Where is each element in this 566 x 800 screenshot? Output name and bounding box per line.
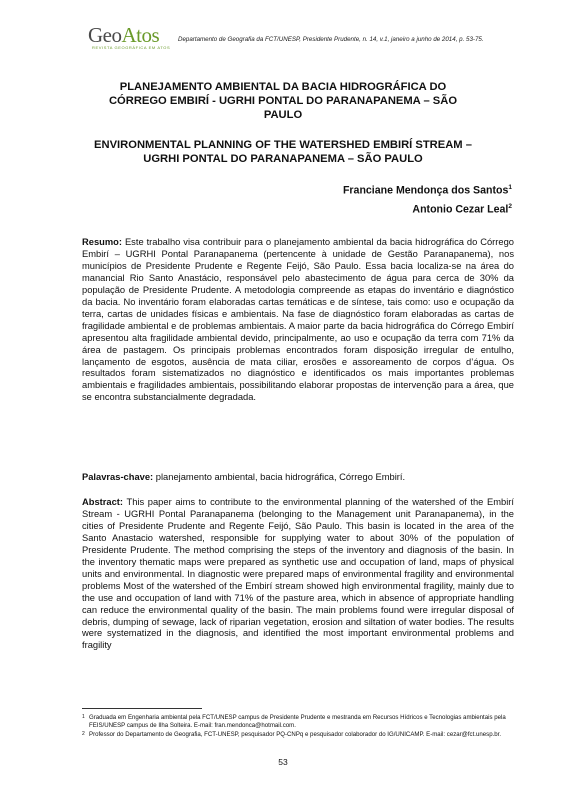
footnotes: [82, 714, 518, 739]
abstract-paragraph: [82, 497, 514, 652]
resumo-paragraph: [82, 237, 514, 404]
author-name: Franciane Mendonça dos Santos: [342, 184, 509, 197]
footnote-number: 1: [82, 714, 85, 720]
author-footnote-mark: 2: [508, 202, 512, 210]
keywords-paragraph: [82, 472, 514, 484]
logo-text-geo: Geo: [88, 23, 122, 47]
keywords-text: planejamento ambiental, bacia hidrográfica, Córrego Embirí.: [155, 472, 406, 482]
journal-citation: Departamento de Geografia da FCT/UNESP, Presidente Prudente, n. 14, v.1, janeiro a junho de 2014, p. 53-75.: [178, 36, 484, 43]
author-1: [343, 180, 512, 199]
page-number: 53: [278, 757, 288, 767]
footnote-1: [82, 714, 518, 731]
author-2: [343, 199, 512, 218]
author-list: [343, 180, 512, 217]
logo-subtitle: REVISTA GEOGRÁFICA EM ATOS: [92, 45, 171, 50]
title-portuguese: PLANEJAMENTO AMBIENTAL DA BACIA HIDROGRÁFICA DO CÓRREGO EMBIRÍ - UGRHI PONTAL DO PARANAPANEMA – SÃO PAULO: [108, 81, 458, 121]
footnote-2: [82, 731, 518, 739]
footnote-divider: [82, 708, 202, 709]
keywords-label: Palavras-chave:: [82, 472, 154, 482]
footnote-text: Professor do Departamento de Geografia, FCT-UNESP, pesquisador PQ-CNPq e pesquisador colaborador do IG/UNICAMP. E-mail: cezar@fct.unesp.br.: [89, 730, 502, 738]
logo-text-atos: Atos: [121, 23, 160, 47]
footnote-number: 2: [82, 730, 85, 737]
abstract-text: This paper aims to contribute to the environmental planning of the watershed of the Embirí Stream - UGRHI Pontal Paranapanema (belonging to the Management unit Paranapanema), in the cities of Presidente Prudente and Regente Feijó, São Paulo. This basin is located in the area of the Santo Anastacio watershed, responsible for supplying water to about 30% of the population of Presidente Prudente. The method comprising the steps of the inventory and diagnosis of the basin. In the inventory thematic maps were prepared as synthetic use and occupation of land, maps of physical units and environmental. In diagnostic were prepared maps of environmental fragility and environmental problems Most of the watershed of the Embirí stream showed high environmental fragility, mainly due to the use and occupation of land with 71% of the pasture area, which in absence of appropriate handling can reduce the environmental quality of the basin. The main problems found were irregular disposal of debris, dumping of sewage, lack of riparian vegetation, erosion and siltation of water bodies. The results were systematized in the diagnosis, and identified the most important environmental problems and fragility: [82, 497, 514, 651]
author-footnote-mark: 1: [508, 184, 512, 191]
geoatos-logo: [88, 24, 159, 46]
footnote-text: Graduada em Engenharia ambiental pela FCT/UNESP campus de Presidente Prudente e mestranda em Recursos Hídricos e Tecnologias ambientais pela FEIS/UNESP campus de Ilha Solteira. E-mail: fran.mendonca@hotmail.com.: [89, 714, 506, 730]
journal-header: [88, 24, 518, 54]
title-english: ENVIRONMENTAL PLANNING OF THE WATERSHED EMBIRÍ STREAM – UGRHI PONTAL DO PARANAPANEMA – SÃO PAULO: [94, 139, 472, 165]
resumo-label: Resumo:: [82, 237, 122, 247]
abstract-label: Abstract:: [82, 497, 124, 507]
author-name: Antonio Cezar Leal: [412, 203, 509, 216]
resumo-text: Este trabalho visa contribuir para o planejamento ambiental da bacia hidrográfica do Córrego Embirí – UGRHI Pontal Paranapanema (pertencente à unidade de Gestão Paranapanema), nos municípios de Presidente Prudente e Regente Feijó, São Paulo. Essa bacia localiza-se na área do manancial Rio Santo Anastácio, responsável pelo abastecimento de água para cerca de 30% da população de Presidente Prudente. A metodologia compreende as etapas do inventário e diagnóstico da bacia. No inventário foram elaboradas cartas temáticas e de síntese, tais como: uso e ocupação da terra, cartas de unidades físicas e ambientais. Na fase de diagnóstico foram elaboradas as cartas de fragilidade ambiental e de problemas ambientais. A maior parte da bacia hidrográfica do Córrego Embirí apresentou alta fragilidade ambiental devido, principalmente, ao uso e ocupação da terra com 71% da área de pastagem. Os principais problemas encontrados foram disposição irregular de entulho, lançamento de esgotos, ausência de mata ciliar, erosões e assoreamento de corpos d’água. Os resultados foram sistematizados no diagnóstico e identificados os mais importantes problemas ambientais e fragilidades ambientais, possibilitando elaborar propostas de intervenção para a área, que se encontra substancialmente degradada.: [82, 237, 514, 403]
